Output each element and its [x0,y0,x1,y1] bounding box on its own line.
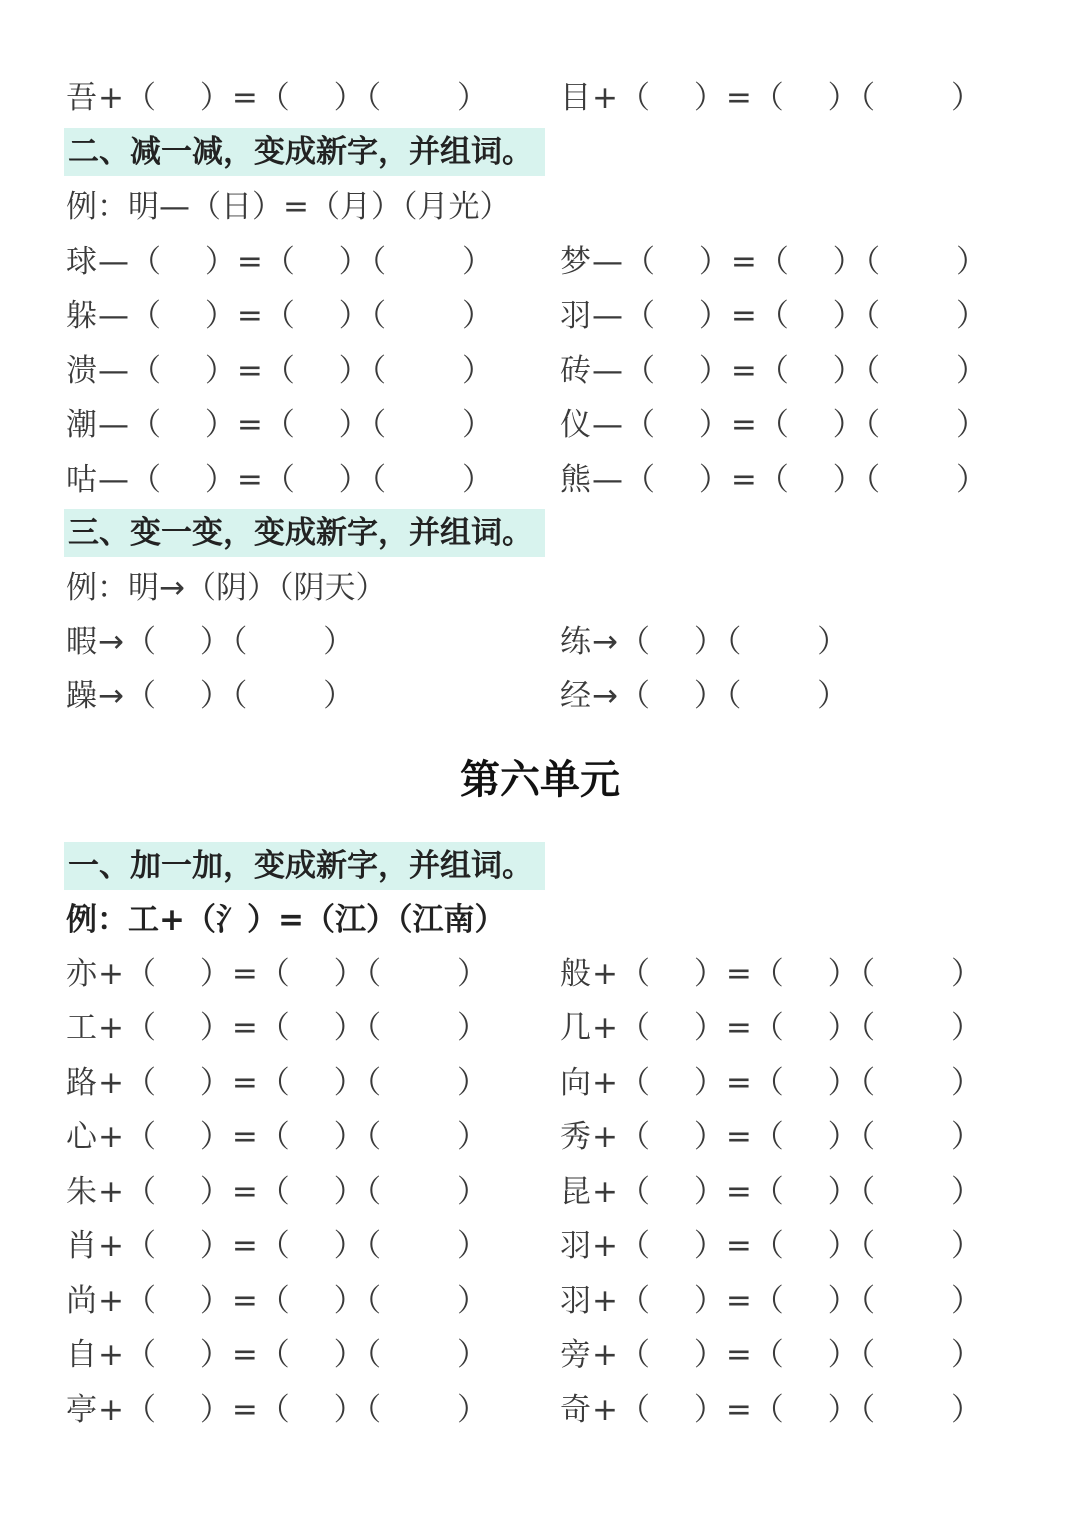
example-line: 例：工+（氵）=（江）（江南） [66,902,506,938]
exercise-row: 亭+（ ）=（ ）（ ） [66,1392,490,1428]
section-heading-add: 一、加一加，变成新字，并组词。 [64,842,545,890]
example-line: 例：明—（日）=（月）（月光） [66,189,511,225]
exercise-row: 练→（ ）（ ） [560,624,850,660]
exercise-row: 几+（ ）=（ ）（ ） [560,1010,984,1046]
exercise-row: 秀+（ ）=（ ）（ ） [560,1119,984,1155]
exercise-row: 羽+（ ）=（ ）（ ） [560,1228,984,1264]
exercise-row: 肖+（ ）=（ ）（ ） [66,1228,490,1264]
exercise-row: 目+（ ）=（ ）（ ） [560,80,984,116]
exercise-row: 暇→（ ）（ ） [66,624,356,660]
exercise-row: 自+（ ）=（ ）（ ） [66,1337,490,1373]
exercise-row: 梦—（ ）=（ ）（ ） [560,244,989,280]
exercise-row: 工+（ ）=（ ）（ ） [66,1010,490,1046]
exercise-row: 躲—（ ）=（ ）（ ） [66,298,495,334]
exercise-row: 亦+（ ）=（ ）（ ） [66,956,490,992]
exercise-row: 砖—（ ）=（ ）（ ） [560,353,989,389]
exercise-row: 躁→（ ）（ ） [66,678,356,714]
section-heading-subtract: 二、减一减，变成新字，并组词。 [64,128,545,176]
exercise-row: 般+（ ）=（ ）（ ） [560,956,984,992]
exercise-row: 溃—（ ）=（ ）（ ） [66,353,495,389]
exercise-row: 朱+（ ）=（ ）（ ） [66,1174,490,1210]
exercise-row: 尚+（ ）=（ ）（ ） [66,1283,490,1319]
exercise-row: 路+（ ）=（ ）（ ） [66,1065,490,1101]
example-line: 例：明→（阴）（阴天） [66,570,387,606]
exercise-row: 潮—（ ）=（ ）（ ） [66,407,495,443]
exercise-row: 旁+（ ）=（ ）（ ） [560,1337,984,1373]
exercise-row: 球—（ ）=（ ）（ ） [66,244,495,280]
exercise-row: 咕—（ ）=（ ）（ ） [66,462,495,498]
exercise-row: 羽+（ ）=（ ）（ ） [560,1283,984,1319]
exercise-row: 羽—（ ）=（ ）（ ） [560,298,989,334]
exercise-row: 经→（ ）（ ） [560,678,850,714]
exercise-row: 仪—（ ）=（ ）（ ） [560,407,989,443]
exercise-row: 吾+（ ）=（ ）（ ） [66,80,490,116]
exercise-row: 熊—（ ）=（ ）（ ） [560,462,989,498]
exercise-row: 昆+（ ）=（ ）（ ） [560,1174,984,1210]
exercise-row: 奇+（ ）=（ ）（ ） [560,1392,984,1428]
exercise-row: 心+（ ）=（ ）（ ） [66,1119,490,1155]
section-heading-change: 三、变一变，变成新字，并组词。 [64,509,545,557]
unit-title: 第六单元 [460,757,620,803]
exercise-row: 向+（ ）=（ ）（ ） [560,1065,984,1101]
